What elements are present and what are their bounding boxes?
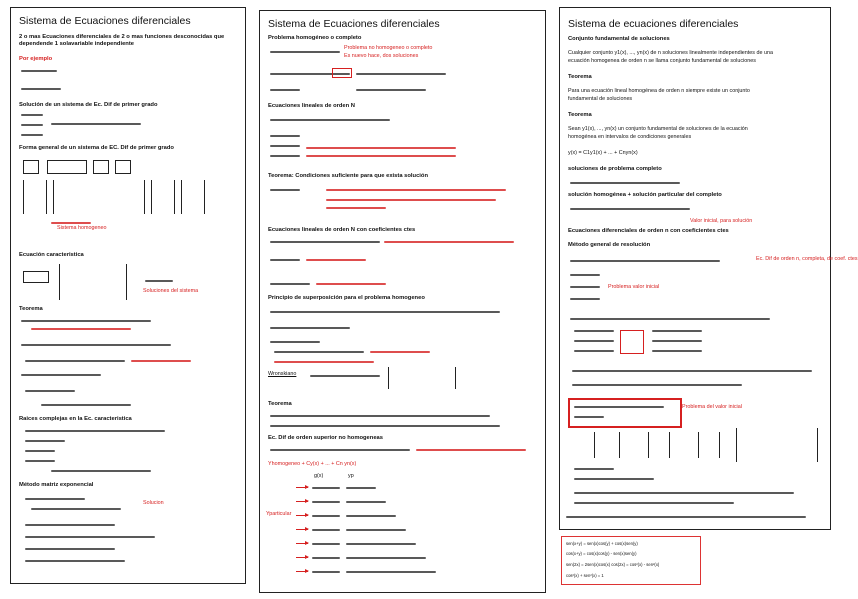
notes-page-1 <box>10 7 246 584</box>
heading-solution: Solución de un sistema de Ec. Dif de primer grado <box>19 102 158 108</box>
handwritten-line <box>25 548 115 550</box>
red-arrow <box>296 501 308 502</box>
eigen-note: Solucion <box>143 500 164 506</box>
handwritten-line <box>270 415 490 417</box>
theorem-1-text: Para una ecuación lineal homogénea de orden n siempre existe un conjunto <box>568 88 750 94</box>
handwritten-line <box>346 571 436 573</box>
identity-line: cos(x+y) = cos(x)cos(y) - sen(x)sen(y) <box>566 551 637 556</box>
handwritten-line <box>270 449 410 451</box>
matrix <box>648 432 670 458</box>
handwritten-line <box>51 470 151 472</box>
handwritten-line <box>312 543 340 545</box>
handwritten-line <box>566 516 806 518</box>
heading-problem: Problema homogéneo o completo <box>268 35 362 41</box>
handwritten-line <box>310 375 380 377</box>
table-header-yp: yp <box>348 473 354 479</box>
intro-text-2: dependende 1 solavariable independiente <box>19 41 135 47</box>
handwritten-line <box>270 259 300 261</box>
red-handwritten-line <box>384 241 514 243</box>
handwritten-line <box>312 571 340 573</box>
red-note-4: Valor inicial, para solución <box>690 218 753 224</box>
red-arrow <box>296 543 308 544</box>
handwritten-line <box>270 327 350 329</box>
handwritten-line <box>570 182 680 184</box>
handwritten-line <box>25 498 85 500</box>
red-handwritten-line <box>326 199 496 201</box>
red-arrow <box>296 571 308 572</box>
page-title: Sistema de Ecuaciones diferenciales <box>19 15 191 27</box>
problem-note-1: Problema no homogeneo o completo <box>344 45 433 51</box>
handwritten-line <box>21 124 43 126</box>
matrix-bracket <box>115 160 131 174</box>
example-heading: Por ejemplo <box>19 56 53 62</box>
handwritten-line <box>270 135 300 137</box>
red-note-2: Problema del valor inicial <box>682 404 742 410</box>
handwritten-line <box>574 478 654 480</box>
red-handwritten-line <box>306 155 456 157</box>
handwritten-line <box>25 460 55 462</box>
wronskian-label: Wronskiano <box>268 371 297 377</box>
handwritten-line <box>21 88 61 90</box>
heading-higher-order: Ec. Dif de orden superior no homogeneas <box>268 435 383 441</box>
handwritten-line <box>21 114 43 116</box>
wronskian-matrix <box>388 367 456 389</box>
handwritten-line <box>25 360 125 362</box>
handwritten-line <box>21 344 171 346</box>
red-handwritten-line <box>416 449 526 451</box>
fundamental-text-2: ecuación homogenea de orden n se llama conjunto fundamental de soluciones <box>568 58 756 64</box>
heading-homog-plus: solución homogénea + solución particular del completo <box>568 192 722 198</box>
red-box <box>568 398 682 428</box>
handwritten-line <box>574 340 614 342</box>
general-solution: y(x) = C1y1(x) + ... + Cnyn(x) <box>568 150 638 156</box>
handwritten-line <box>21 134 43 136</box>
handwritten-line <box>25 524 115 526</box>
handwritten-line <box>31 508 121 510</box>
red-handwritten-line <box>316 283 386 285</box>
heading-order-n: Ecuaciones diferenciales de orden n con coeficientes ctes <box>568 228 729 234</box>
handwritten-line <box>25 430 165 432</box>
handwritten-line <box>572 384 742 386</box>
heading-characteristic: Ecuación caracteristica <box>19 252 84 258</box>
handwritten-line <box>21 374 101 376</box>
handwritten-line <box>270 89 300 91</box>
red-handwritten-line <box>370 351 430 353</box>
handwritten-line <box>652 330 702 332</box>
heading-fundamental: Conjunto fundamental de soluciones <box>568 36 670 42</box>
heading-constant-coef: Ecuaciones lineales de orden N con coeficientes ctes <box>268 227 416 233</box>
matrix <box>736 428 818 462</box>
heading-theorem: Teorema <box>19 306 43 312</box>
matrix <box>181 180 205 214</box>
matrix <box>23 180 47 214</box>
lambda-box <box>23 271 49 283</box>
heading-matrix-method: Método matriz exponencial <box>19 482 94 488</box>
handwritten-line <box>270 425 500 427</box>
red-handwritten-line <box>306 147 456 149</box>
heading-conditions: Teorema: Condiciones suficiente para que exista solución <box>268 173 428 179</box>
matrix-bracket <box>23 160 39 174</box>
handwritten-line <box>570 286 600 288</box>
heading-superposition: Principio de superposición para el problema homogeneo <box>268 295 425 301</box>
handwritten-line <box>270 155 300 157</box>
handwritten-line <box>574 406 664 408</box>
red-handwritten-line <box>131 360 191 362</box>
identity-line: sen(2x) = 2sen(x)cos(x) cos(2x) = cos²(x) - sen²(x) <box>566 562 660 567</box>
handwritten-line <box>346 557 426 559</box>
heading-theorem-1: Teorema <box>568 74 592 80</box>
handwritten-line <box>574 330 614 332</box>
handwritten-line <box>312 501 340 503</box>
handwritten-line <box>270 311 500 313</box>
handwritten-line <box>570 274 600 276</box>
handwritten-line <box>270 119 390 121</box>
handwritten-line <box>570 298 600 300</box>
handwritten-line <box>574 502 734 504</box>
handwritten-line <box>652 350 702 352</box>
matrix <box>698 432 720 458</box>
fundamental-text: Cualquier conjunto y1(x), ..., yn(x) de n soluciones linealmente independientes de una <box>568 50 773 56</box>
handwritten-line <box>25 450 55 452</box>
matrix-bracket <box>47 160 87 174</box>
red-underline <box>51 222 91 224</box>
handwritten-line <box>270 241 380 243</box>
handwritten-line <box>274 351 364 353</box>
system-label: Sistema homogeneo <box>57 225 107 231</box>
heading-complete: soluciones de problema completo <box>568 166 662 172</box>
notes-page-2 <box>259 10 546 593</box>
handwritten-line <box>312 487 340 489</box>
handwritten-line <box>25 536 155 538</box>
page-title: Sistema de ecuaciones diferenciales <box>568 18 739 30</box>
red-arrow <box>296 487 308 488</box>
heading-method: Método general de resolución <box>568 242 651 248</box>
handwritten-line <box>145 280 173 282</box>
higher-order-note: Yhomogeneo + Cy(x) + ... + Cn yn(x) <box>268 461 357 467</box>
handwritten-line <box>25 560 125 562</box>
handwritten-line <box>270 283 310 285</box>
heading-general-form: Forma general de un sistema de EC. Dif de primer grado <box>19 145 174 151</box>
handwritten-line <box>312 515 340 517</box>
handwritten-line <box>270 341 320 343</box>
handwritten-line <box>312 529 340 531</box>
red-box <box>620 330 644 354</box>
notes-page-3 <box>559 7 858 530</box>
handwritten-line <box>572 370 812 372</box>
red-arrow <box>296 557 308 558</box>
heading-complex-roots: Raices complejas en la Ec. caracteristica <box>19 416 132 422</box>
handwritten-line <box>346 543 416 545</box>
handwritten-line <box>346 487 376 489</box>
red-note-1: Problema valor inicial <box>608 284 660 290</box>
handwritten-line <box>270 145 300 147</box>
handwritten-line <box>346 501 386 503</box>
handwritten-line <box>356 89 426 91</box>
red-box <box>332 68 352 78</box>
intro-text: 2 o mas Ecuaciones diferenciales de 2 o mas funciones desconocidas que <box>19 34 225 40</box>
handwritten-line <box>570 208 690 210</box>
handwritten-line <box>574 416 604 418</box>
handwritten-line <box>270 189 300 191</box>
red-handwritten-line <box>326 207 386 209</box>
handwritten-line <box>574 492 794 494</box>
handwritten-line <box>51 123 141 125</box>
red-handwritten-line <box>326 189 506 191</box>
handwritten-line <box>574 350 614 352</box>
red-arrow <box>296 515 308 516</box>
heading-theorem-2: Teorema <box>568 112 592 118</box>
red-handwritten-line <box>31 328 131 330</box>
identity-line: sen(x+y) = sen(x)cos(y) + cos(x)sen(y) <box>566 541 638 546</box>
handwritten-line <box>570 260 720 262</box>
handwritten-line <box>25 390 75 392</box>
red-handwritten-line <box>274 361 374 363</box>
theorem-2-text-2: homogénea en intervalos de condiciones generales <box>568 134 692 140</box>
page-title: Sistema de Ecuaciones diferenciales <box>268 18 440 30</box>
handwritten-line <box>25 440 65 442</box>
table-side-label: Yparticular <box>266 511 292 517</box>
handwritten-line <box>41 404 131 406</box>
handwritten-line <box>570 318 770 320</box>
handwritten-line <box>312 557 340 559</box>
red-arrow <box>296 529 308 530</box>
characteristic-note: Soluciones del sistema <box>143 288 199 294</box>
red-handwritten-line <box>306 259 366 261</box>
theorem-2-text: Sean y1(x), ..., yn(x) un conjunto fundamental de soluciones de la ecuación <box>568 126 748 132</box>
red-note-3: Ec. Dif de orden n, completa, de coef. ctes <box>756 256 858 262</box>
identity-line: cos²(x) + sen²(x) = 1 <box>566 573 604 578</box>
handwritten-line <box>270 51 340 53</box>
problem-note-2: Es nuevo hace, dos soluciones <box>344 53 419 59</box>
matrix <box>594 432 620 458</box>
handwritten-line <box>346 529 406 531</box>
handwritten-line <box>346 515 396 517</box>
char-matrix <box>59 264 127 300</box>
matrix <box>53 180 145 214</box>
handwritten-line <box>21 70 57 72</box>
handwritten-line <box>21 320 151 322</box>
handwritten-line <box>652 340 702 342</box>
heading-linear: Ecuaciones lineales de orden N <box>268 103 355 109</box>
handwritten-line <box>356 73 446 75</box>
matrix <box>151 180 175 214</box>
trig-identities-box <box>561 536 701 585</box>
handwritten-line <box>574 468 614 470</box>
table-header-gx: g(x) <box>314 473 324 479</box>
matrix-bracket <box>93 160 109 174</box>
heading-theorem: Teorema <box>268 401 292 407</box>
theorem-1-text-2: fundamental de soluciones <box>568 96 633 102</box>
